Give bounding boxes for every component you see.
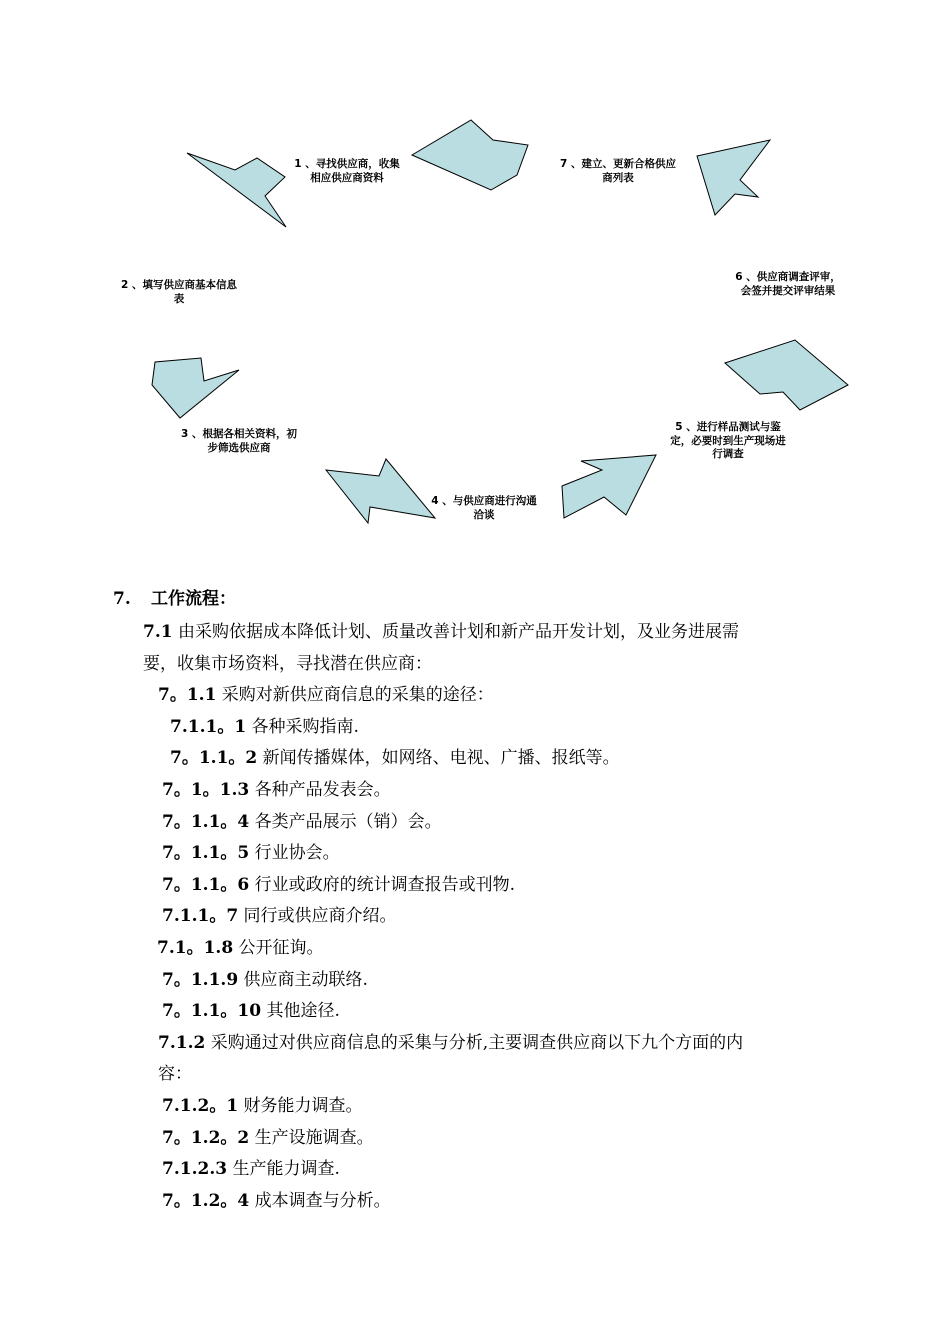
paragraph-line [162,874,515,896]
paragraph-line [162,905,397,927]
paragraph-line [143,653,432,675]
item-number: 7。1.1 [158,685,217,706]
step-3-label: 3 、根据各相关资料，初步筛选供应商 [181,428,297,454]
item-number: 7。1.1。5 [162,843,250,864]
item-number: 7.1.1。7 [162,906,239,927]
step-1-label: 1 、寻找供应商，收集相应供应商资料 [294,158,400,184]
item-number: 7.1.2 [158,1032,206,1053]
step-5-label: 5 、进行样品测试与鉴定，必要时到生产现场进行调查 [670,421,786,460]
paragraph-line [158,1063,192,1085]
item-number: 7。1。1.3 [162,780,250,800]
arrow-4-to-5 [562,455,656,518]
item-text: 要，收集市场资料，寻找潜在供应商： [143,653,432,674]
item-number: 7。1.2。2 [162,1127,250,1148]
paragraph-line [162,1158,340,1180]
paragraph-line [162,1000,340,1022]
item-text: 生产设施调查。 [249,1127,374,1148]
paragraph-line [170,716,359,738]
paragraph-line [162,842,340,864]
item-number: 7。1.1。2 [170,748,258,769]
item-text: 公开征询。 [233,938,324,958]
step-6-label: 6 、供应商调查评审，会签并提交评审结果 [735,271,841,297]
item-text: 采购通过对供应商信息的采集与分析,主要调查供应商以下九个方面的内 [205,1032,744,1053]
item-number: 7。1.1。6 [162,874,250,895]
item-text: 新闻传播媒体，如网络、电视、广播、报纸等。 [257,748,620,769]
paragraph-line [170,747,620,769]
step-4-label: 4 、与供应商进行沟通洽谈 [431,495,537,521]
item-text: 财务能力调查。 [238,1096,363,1116]
paragraph-line [158,1032,743,1054]
paragraph-line [162,969,368,991]
item-text: 成本调查与分析。 [249,1190,391,1211]
item-number: 7。1.1。4 [162,811,250,832]
item-text: 其他途径. [261,1001,340,1022]
section-number: 7. [113,589,131,609]
item-number: 7。1.1。10 [162,1001,262,1022]
item-text: 生产能力调查. [227,1159,340,1180]
arrow-2-to-3 [152,358,239,418]
paragraph-line [157,937,324,959]
arrow-1-to-2 [187,153,286,227]
item-number: 7。1.1.9 [162,969,239,990]
section-heading [113,588,236,610]
paragraph-line [162,1190,391,1212]
paragraph-line [143,621,739,643]
item-number: 7。1.2。4 [162,1190,250,1211]
paragraph-line [162,811,442,833]
item-number: 7.1.2。1 [162,1096,239,1116]
paragraph-line [162,779,391,801]
step-2-label: 2 、填写供应商基本信息表 [121,279,237,305]
paragraph-line [158,684,494,706]
step-7-label: 7 、建立、更新合格供应商列表 [560,158,676,184]
arrow-3-to-4 [326,459,435,523]
item-text: 各种产品发表会。 [249,780,391,800]
arrow-6-to-7 [697,140,770,215]
item-number: 7.1 [143,622,173,642]
item-number: 7.1.2.3 [162,1159,228,1180]
item-number: 7.1。1.8 [157,938,234,958]
item-text: 各类产品展示（销）会。 [249,811,442,832]
item-text: 采购对新供应商信息的采集的途径： [216,685,494,706]
item-text: 同行或供应商介绍。 [238,906,397,927]
item-text: 供应商主动联络. [238,969,368,990]
item-number: 7.1.1。1 [170,716,247,737]
item-text: 容： [158,1064,192,1085]
item-text: 各种采购指南. [246,716,359,737]
arrow-7-to-1 [412,120,528,190]
paragraph-line [162,1095,363,1117]
item-text: 行业或政府的统计调查报告或刊物. [249,874,516,895]
item-text: 行业协会。 [249,843,340,864]
section-title: 工作流程： [151,589,236,609]
arrow-5-to-6 [725,340,848,410]
paragraph-line [162,1127,374,1149]
item-text: 由采购依据成本降低计划、质量改善计划和新产品开发计划，及业务进展需 [172,622,739,642]
